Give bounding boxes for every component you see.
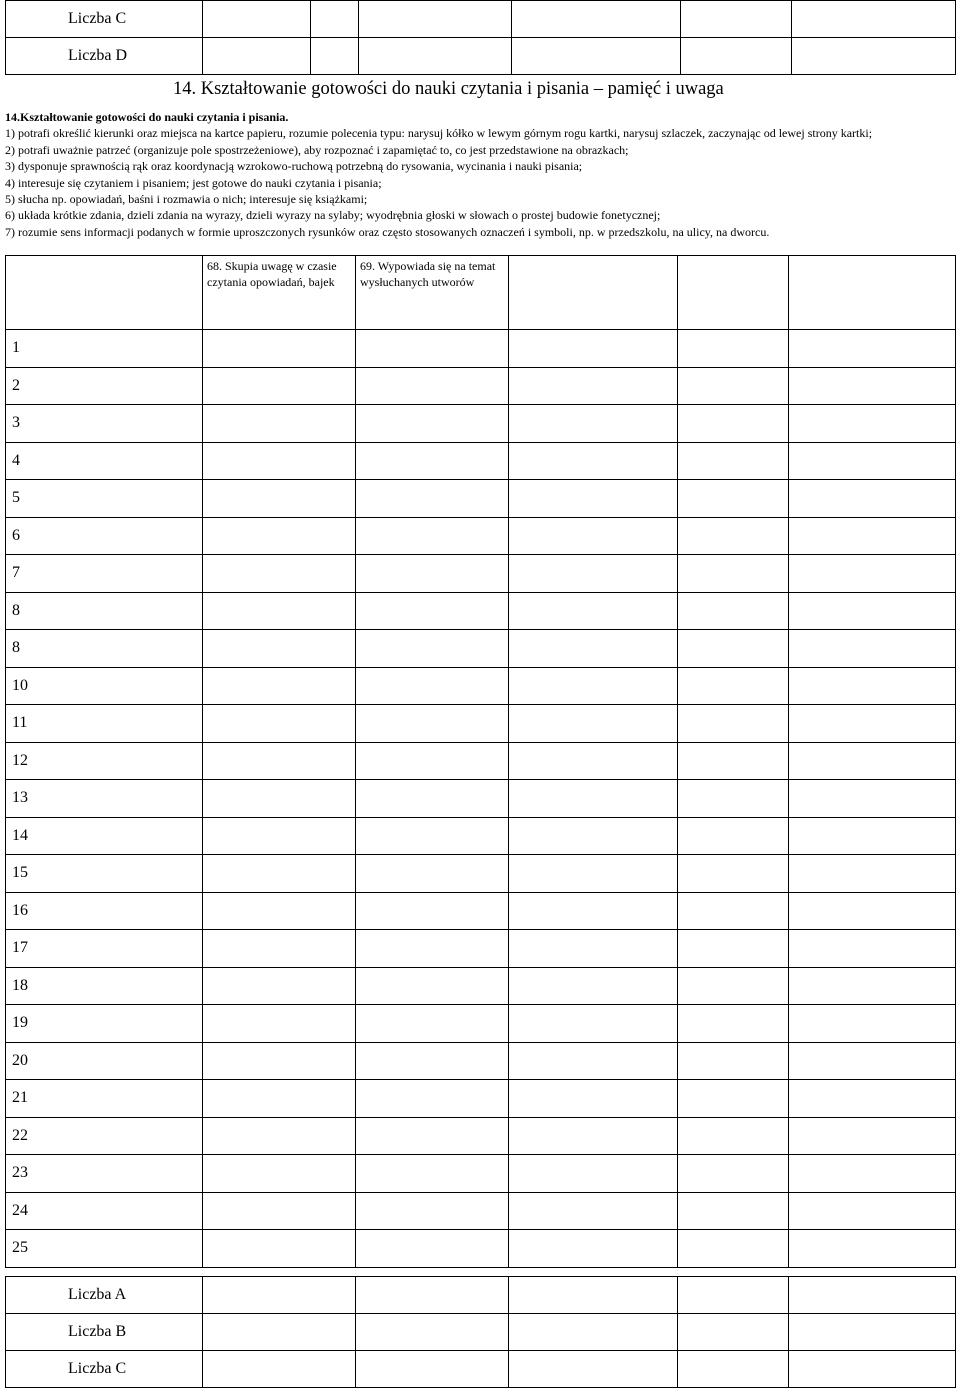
count-cell[interactable] xyxy=(509,1277,678,1314)
header-empty-cell xyxy=(509,256,678,330)
observation-cell[interactable] xyxy=(509,1230,678,1268)
section-heading-dash: – xyxy=(593,79,604,99)
table-row xyxy=(6,855,956,893)
observation-cell[interactable] xyxy=(789,667,956,705)
observation-cell[interactable] xyxy=(356,1005,509,1043)
instruction-item: 4) interesuje się czytaniem i pisaniem; jest gotowe do nauki czytania i pisania; xyxy=(5,175,382,190)
observation-cell[interactable] xyxy=(203,1117,356,1155)
count-cell[interactable] xyxy=(311,38,359,75)
row-number: 8 xyxy=(6,630,203,668)
observation-cell[interactable] xyxy=(203,592,356,630)
observation-table xyxy=(5,255,956,1268)
count-cell[interactable] xyxy=(681,1,792,38)
observation-cell[interactable] xyxy=(356,630,509,668)
row-number: 1 xyxy=(6,330,203,368)
row-number: 5 xyxy=(6,480,203,518)
table-row xyxy=(6,1117,956,1155)
observation-cell[interactable] xyxy=(678,705,789,743)
count-cell[interactable] xyxy=(509,1314,678,1351)
observation-cell[interactable] xyxy=(678,555,789,593)
observation-cell[interactable] xyxy=(356,480,509,518)
table-row xyxy=(6,742,956,780)
observation-cell[interactable] xyxy=(356,930,509,968)
observation-cell[interactable] xyxy=(203,967,356,1005)
observation-cell[interactable] xyxy=(203,1080,356,1118)
observation-cell[interactable] xyxy=(678,1117,789,1155)
row-number: 19 xyxy=(6,1005,203,1043)
observation-cell[interactable] xyxy=(356,667,509,705)
count-label-d: Liczba D xyxy=(6,38,203,75)
observation-cell[interactable] xyxy=(678,742,789,780)
observation-cell[interactable] xyxy=(678,442,789,480)
count-cell[interactable] xyxy=(356,1314,509,1351)
count-row-a xyxy=(6,1277,956,1314)
count-cell[interactable] xyxy=(359,1,512,38)
count-cell[interactable] xyxy=(203,1,311,38)
observation-cell[interactable] xyxy=(509,930,678,968)
observation-cell[interactable] xyxy=(789,405,956,443)
observation-cell[interactable] xyxy=(356,517,509,555)
observation-cell[interactable] xyxy=(789,742,956,780)
count-cell[interactable] xyxy=(203,1277,356,1314)
observation-cell[interactable] xyxy=(678,930,789,968)
table-row xyxy=(6,705,956,743)
observation-cell[interactable] xyxy=(678,405,789,443)
observation-cell[interactable] xyxy=(789,330,956,368)
observation-cell[interactable] xyxy=(678,517,789,555)
observation-cell[interactable] xyxy=(509,1080,678,1118)
observation-cell[interactable] xyxy=(203,442,356,480)
count-cell[interactable] xyxy=(792,1,956,38)
observation-cell[interactable] xyxy=(509,592,678,630)
observation-cell[interactable] xyxy=(356,1117,509,1155)
observation-cell[interactable] xyxy=(356,1155,509,1193)
top-count-table xyxy=(5,0,956,75)
table-row xyxy=(6,1155,956,1193)
observation-cell[interactable] xyxy=(509,667,678,705)
observation-cell[interactable] xyxy=(678,1042,789,1080)
observation-cell[interactable] xyxy=(203,330,356,368)
table-row xyxy=(6,817,956,855)
observation-cell[interactable] xyxy=(356,817,509,855)
instruction-item: 1) potrafi określić kierunki oraz miejsca na kartce papieru, rozumie polecenia typu: narysuj kółko w lewym górnym rogu kartki, narysuj szlaczek, zaczynając od lewej strony kartki; xyxy=(5,126,873,141)
table-row xyxy=(6,1080,956,1118)
count-label-c: Liczba C xyxy=(6,1,203,38)
observation-cell[interactable] xyxy=(203,517,356,555)
observation-cell[interactable] xyxy=(789,1155,956,1193)
observation-cell[interactable] xyxy=(203,1192,356,1230)
count-row-d xyxy=(6,38,956,75)
section-heading xyxy=(173,79,724,100)
observation-cell[interactable] xyxy=(203,405,356,443)
row-number: 15 xyxy=(6,855,203,893)
count-cell[interactable] xyxy=(789,1314,956,1351)
table-row xyxy=(6,442,956,480)
observation-cell[interactable] xyxy=(678,592,789,630)
observation-cell[interactable] xyxy=(356,1080,509,1118)
observation-cell[interactable] xyxy=(789,705,956,743)
count-cell[interactable] xyxy=(681,38,792,75)
count-row-b xyxy=(6,1314,956,1351)
count-cell[interactable] xyxy=(678,1277,789,1314)
observation-cell[interactable] xyxy=(509,967,678,1005)
observation-cell[interactable] xyxy=(789,555,956,593)
instruction-item: 3) dysponuje sprawnością rąk oraz koordynacją wzrokowo-ruchową potrzebną do rysowania, wycinania i nauki pisania; xyxy=(5,159,583,174)
observation-cell[interactable] xyxy=(789,367,956,405)
count-cell[interactable] xyxy=(311,1,359,38)
observation-cell[interactable] xyxy=(789,855,956,893)
row-number: 12 xyxy=(6,742,203,780)
row-number: 21 xyxy=(6,1080,203,1118)
instruction-item: 7) rozumie sens informacji podanych w formie uproszczonych rysunków oraz często stosowanych oznaczeń i symboli, np. w przedszkolu, na ulicy, na dworcu. xyxy=(5,224,770,239)
observation-cell[interactable] xyxy=(789,630,956,668)
observation-cell[interactable] xyxy=(678,1080,789,1118)
observation-cell[interactable] xyxy=(678,667,789,705)
observation-cell[interactable] xyxy=(203,1230,356,1268)
observation-cell[interactable] xyxy=(789,442,956,480)
count-cell[interactable] xyxy=(512,1,681,38)
row-number: 17 xyxy=(6,930,203,968)
observation-cell[interactable] xyxy=(678,780,789,818)
row-number: 14 xyxy=(6,817,203,855)
observation-cell[interactable] xyxy=(509,892,678,930)
table-row xyxy=(6,592,956,630)
row-number: 24 xyxy=(6,1192,203,1230)
observation-cell[interactable] xyxy=(356,855,509,893)
observation-cell[interactable] xyxy=(509,405,678,443)
observation-cell[interactable] xyxy=(509,855,678,893)
column-header-69: 69. Wypowiada się na temat wysłuchanych utworów xyxy=(356,256,509,330)
observation-cell[interactable] xyxy=(789,1230,956,1268)
table-row xyxy=(6,1230,956,1268)
row-number: 10 xyxy=(6,667,203,705)
observation-cell[interactable] xyxy=(509,367,678,405)
table-row xyxy=(6,667,956,705)
observation-cell[interactable] xyxy=(789,1192,956,1230)
observation-cell[interactable] xyxy=(678,817,789,855)
table-row xyxy=(6,630,956,668)
count-cell[interactable] xyxy=(512,38,681,75)
count-label-c-bottom: Liczba C xyxy=(6,1351,203,1388)
observation-cell[interactable] xyxy=(203,555,356,593)
observation-cell[interactable] xyxy=(203,367,356,405)
table-row xyxy=(6,1005,956,1043)
observation-cell[interactable] xyxy=(356,442,509,480)
instructions-block xyxy=(5,109,960,240)
observation-cell[interactable] xyxy=(509,705,678,743)
observation-cell[interactable] xyxy=(356,1042,509,1080)
observation-cell[interactable] xyxy=(789,930,956,968)
count-cell[interactable] xyxy=(789,1277,956,1314)
header-empty-cell xyxy=(6,256,203,330)
count-cell[interactable] xyxy=(203,38,311,75)
count-cell[interactable] xyxy=(359,38,512,75)
observation-cell[interactable] xyxy=(509,1005,678,1043)
observation-cell[interactable] xyxy=(509,742,678,780)
section-heading-text: Kształtowanie gotowości do nauki czytania i pisania xyxy=(200,79,590,99)
observation-cell[interactable] xyxy=(203,780,356,818)
observation-cell[interactable] xyxy=(678,630,789,668)
observation-cell[interactable] xyxy=(203,1005,356,1043)
row-number: 25 xyxy=(6,1230,203,1268)
observation-cell[interactable] xyxy=(678,967,789,1005)
observation-cell[interactable] xyxy=(203,855,356,893)
instruction-item: 5) słucha np. opowiadań, baśni i rozmawia o nich; interesuje się książkami; xyxy=(5,192,368,207)
table-row xyxy=(6,405,956,443)
observation-cell[interactable] xyxy=(356,1192,509,1230)
observation-cell[interactable] xyxy=(356,967,509,1005)
observation-cell[interactable] xyxy=(356,330,509,368)
row-number: 23 xyxy=(6,1155,203,1193)
observation-cell[interactable] xyxy=(203,705,356,743)
bottom-count-table xyxy=(5,1276,956,1388)
observation-cell[interactable] xyxy=(789,967,956,1005)
count-label-a: Liczba A xyxy=(6,1277,203,1314)
observation-cell[interactable] xyxy=(678,480,789,518)
table-row xyxy=(6,367,956,405)
observation-cell[interactable] xyxy=(203,667,356,705)
observation-cell[interactable] xyxy=(789,480,956,518)
observation-cell[interactable] xyxy=(509,517,678,555)
observation-cell[interactable] xyxy=(678,1005,789,1043)
observation-cell[interactable] xyxy=(789,892,956,930)
count-cell[interactable] xyxy=(678,1314,789,1351)
observation-cell[interactable] xyxy=(203,1155,356,1193)
instruction-item: 6) układa krótkie zdania, dzieli zdania na wyrazy, dzieli wyrazy na sylaby; wyodrębnia głoski w słowach o prostej budowie fonetycznej; xyxy=(5,208,661,223)
observation-cell[interactable] xyxy=(509,1042,678,1080)
observation-cell[interactable] xyxy=(356,555,509,593)
count-cell[interactable] xyxy=(678,1351,789,1388)
header-empty-cell xyxy=(678,256,789,330)
observation-cell[interactable] xyxy=(678,367,789,405)
observation-cell[interactable] xyxy=(356,592,509,630)
count-cell[interactable] xyxy=(789,1351,956,1388)
observation-cell[interactable] xyxy=(678,892,789,930)
column-header-68: 68. Skupia uwagę w czasie czytania opowiadań, bajek xyxy=(203,256,356,330)
observation-cell[interactable] xyxy=(356,780,509,818)
header-empty-cell xyxy=(789,256,956,330)
table-row xyxy=(6,930,956,968)
observation-cell[interactable] xyxy=(203,630,356,668)
observation-cell[interactable] xyxy=(789,592,956,630)
observation-cell[interactable] xyxy=(678,1230,789,1268)
row-number: 6 xyxy=(6,517,203,555)
row-number: 16 xyxy=(6,892,203,930)
count-cell[interactable] xyxy=(203,1351,356,1388)
observation-cell[interactable] xyxy=(678,330,789,368)
table-row xyxy=(6,1042,956,1080)
observation-cell[interactable] xyxy=(356,892,509,930)
section-number: 14. xyxy=(173,79,197,99)
observation-cell[interactable] xyxy=(203,742,356,780)
count-row-c xyxy=(6,1,956,38)
observation-cell[interactable] xyxy=(789,1005,956,1043)
observation-cell[interactable] xyxy=(509,555,678,593)
observation-cell[interactable] xyxy=(789,780,956,818)
observation-cell[interactable] xyxy=(356,405,509,443)
observation-cell[interactable] xyxy=(356,705,509,743)
observation-cell[interactable] xyxy=(203,480,356,518)
observation-cell[interactable] xyxy=(789,1080,956,1118)
observation-cell[interactable] xyxy=(678,1155,789,1193)
row-number: 18 xyxy=(6,967,203,1005)
observation-cell[interactable] xyxy=(789,517,956,555)
count-row-c-bottom xyxy=(6,1351,956,1388)
instruction-item: 2) potrafi uważnie patrzeć (organizuje pole spostrzeżeniowe), aby rozpoznać i zapamiętać to, co jest przedstawione na obrazkach; xyxy=(5,142,629,157)
table-row xyxy=(6,967,956,1005)
table-row xyxy=(6,555,956,593)
count-cell[interactable] xyxy=(356,1277,509,1314)
observation-cell[interactable] xyxy=(509,1117,678,1155)
row-number: 2 xyxy=(6,367,203,405)
count-cell[interactable] xyxy=(203,1314,356,1351)
row-number: 20 xyxy=(6,1042,203,1080)
observation-cell[interactable] xyxy=(509,1192,678,1230)
observation-cell[interactable] xyxy=(789,1042,956,1080)
observation-cell[interactable] xyxy=(509,817,678,855)
row-number: 13 xyxy=(6,780,203,818)
table-row xyxy=(6,480,956,518)
observation-cell[interactable] xyxy=(509,442,678,480)
section-heading-tail: pamięć i uwaga xyxy=(607,79,724,99)
observation-cell[interactable] xyxy=(356,1230,509,1268)
row-number: 11 xyxy=(6,705,203,743)
observation-cell[interactable] xyxy=(509,1155,678,1193)
row-number: 3 xyxy=(6,405,203,443)
observation-cell[interactable] xyxy=(203,930,356,968)
row-number: 8 xyxy=(6,592,203,630)
count-cell[interactable] xyxy=(509,1351,678,1388)
table-row xyxy=(6,1192,956,1230)
observation-cell[interactable] xyxy=(509,780,678,818)
table-row xyxy=(6,517,956,555)
observation-cell[interactable] xyxy=(789,817,956,855)
observation-cell[interactable] xyxy=(203,817,356,855)
observation-cell[interactable] xyxy=(678,855,789,893)
row-number: 4 xyxy=(6,442,203,480)
table-row xyxy=(6,330,956,368)
row-number: 22 xyxy=(6,1117,203,1155)
observation-cell[interactable] xyxy=(203,892,356,930)
row-number: 7 xyxy=(6,555,203,593)
observation-cell[interactable] xyxy=(678,1192,789,1230)
observation-cell[interactable] xyxy=(356,367,509,405)
count-label-b: Liczba B xyxy=(6,1314,203,1351)
observation-cell[interactable] xyxy=(509,330,678,368)
table-header-row xyxy=(6,256,956,330)
observation-cell[interactable] xyxy=(356,742,509,780)
table-row xyxy=(6,892,956,930)
instructions-title: 14.Kształtowanie gotowości do nauki czytania i pisania. xyxy=(5,110,289,124)
observation-cell[interactable] xyxy=(789,1117,956,1155)
observation-cell[interactable] xyxy=(509,630,678,668)
count-cell[interactable] xyxy=(356,1351,509,1388)
count-cell[interactable] xyxy=(792,38,956,75)
observation-cell[interactable] xyxy=(203,1042,356,1080)
observation-cell[interactable] xyxy=(509,480,678,518)
table-row xyxy=(6,780,956,818)
